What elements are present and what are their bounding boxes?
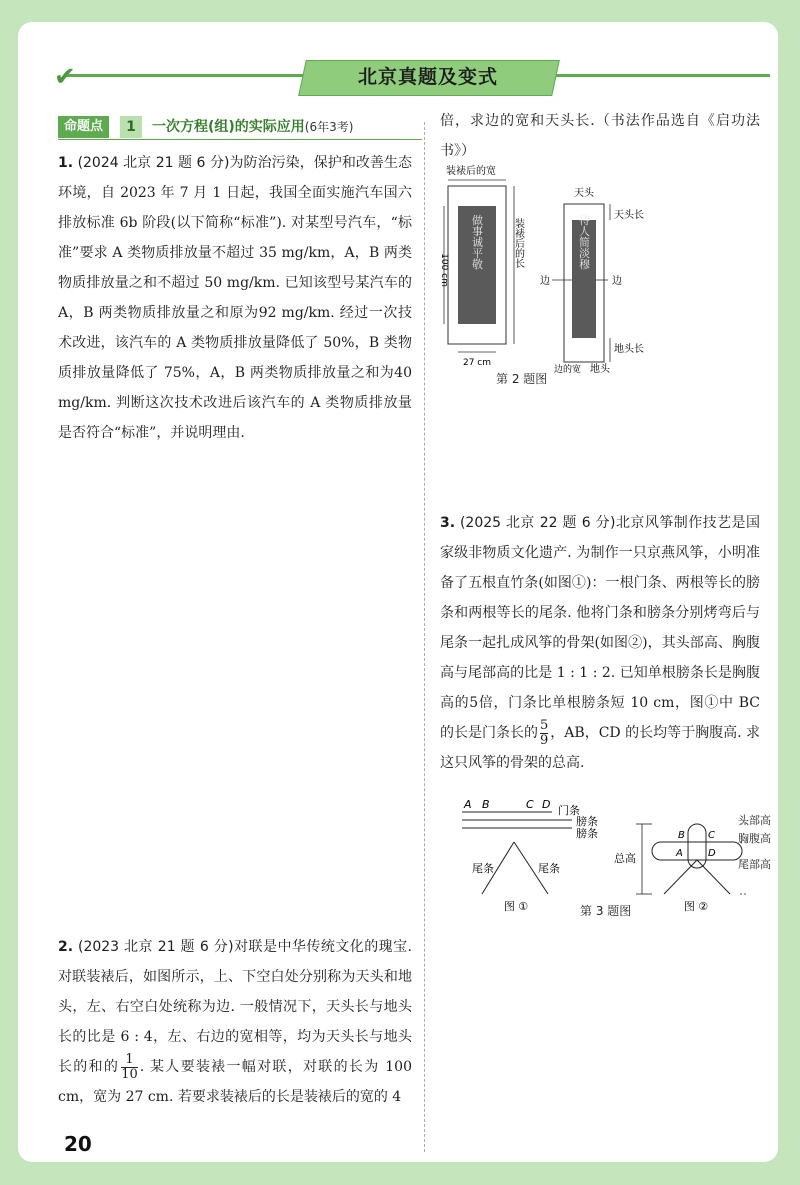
question-3-text-a: 北京风筝制作技艺是国家级非物质文化遗产. 为制作一只京燕风筝，小明准备了五根直竹条(如图①)：一根门条、两根等长的膀条和两根等长的尾条. 他将门条和膀条分别烤弯后与尾条一起扎成风筝的骨架(如图②)，其头部高、胸腹高与尾部高的比是 1 : 1 : 2. 已知单根膀条长是胸腹高的5倍，门条比单根膀条短 10 cm，图①中 BC 的长是门条长的 [440,515,761,741]
label-weitiao-left: 尾条 [472,862,494,875]
question-1 [58,148,412,448]
label-chest: 胸腹高 [738,832,771,845]
header-rule-left [64,74,304,77]
label-ditou-len: 地头长 [614,344,644,355]
label-fig1: 图 ① [503,900,529,913]
figure-3-caption: 第 3 题图 [580,904,632,918]
label-bian-width: 边的宽 [554,365,582,375]
topic-underline [58,139,422,140]
figure-2-caption: 第 2 题图 [496,372,548,386]
column-divider [424,122,425,1152]
label-B2: B [678,830,685,841]
question-3 [440,508,760,778]
fraction-numerator: 5 [540,717,549,733]
page [18,22,778,1162]
label-bangtiao-2: 膀条 [576,827,598,840]
topic-bar [58,116,422,138]
topic-meta: (6年3考) [304,120,354,134]
question-2-number: 2. [58,939,74,955]
label-A1: A [464,798,472,811]
question-2 [58,932,412,1112]
weitiao-right [697,860,730,894]
question-2-continued [440,106,760,166]
label-weitiao-right: 尾条 [538,862,560,875]
label-D1: D [542,798,551,811]
question-3-fraction [540,719,548,748]
question-2-text-c: 倍，求边的宽和天头长.（书法作品选自《启功法书》） [440,113,760,159]
question-2-text-b: . 某人要装裱一幅对联，对联的长为 100 cm，宽为 27 cm. 若要求装裱后的长是装裱后的宽的 4 [58,1059,412,1105]
figure-3 [452,794,772,914]
question-2-text-a: 对联是中华传统文化的瑰宝. 对联装裱后，如图所示，上、下空白处分别称为天头和地头，左、右空白处统称为边. 一般情况下，天头长与地头长的比是 6 : 4，左、右边的宽相等，均为天头长与地头长的和的 [58,939,413,1075]
label-tail: 尾部高 [738,858,771,871]
label-tiantou-len: 天头长 [614,210,644,221]
label-C1: C [526,798,534,811]
figure-3-height-labels [738,812,771,874]
label-B1: B [482,798,490,811]
page-number: 20 [64,1132,92,1156]
section-title: 北京真题及变式 [357,66,498,88]
question-2-source: (2023 北京 21 题 6 分) [77,939,234,955]
label-A2: A [676,848,683,859]
label-tiantou: 天头 [574,188,594,199]
label-bian-right: 边 [612,276,622,287]
fraction-numerator: 1 [125,1051,134,1067]
label-width-after: 装裱后的宽 [446,166,496,177]
question-3-source: (2025 北京 22 题 6 分) [459,515,616,531]
label-100: 100 cm [439,253,449,287]
label-C2: C [708,830,715,841]
label-menjiao: 门条 [558,804,580,817]
checkmark-icon: ✔ [54,62,76,92]
figure-2 [438,162,658,392]
couplet-left-text: 做事诚平敬 [470,214,484,270]
question-3-text-b: ，AB，CD 的长均等于胸腹高. 求这只风筝的骨架的总高. [440,725,761,771]
topic-name [152,116,353,138]
topic-number: 1 [120,116,142,138]
label-total: 总高 [614,852,636,865]
header-rule-right [554,74,770,77]
menjiao-loop [688,824,706,868]
fraction-denominator: 9 [540,732,549,748]
label-fig2: 图 ② [683,900,709,913]
question-1-number: 1. [58,155,74,171]
bangtiao-loop [652,842,742,860]
question-3-number: 3. [440,515,456,531]
topic-name-text: 一次方程(组)的实际应用 [152,119,305,135]
label-bangtiao-1: 膀条 [576,815,598,828]
weitiao-left [664,860,697,894]
label-head: 头部高 [738,814,771,827]
question-1-source: (2024 北京 21 题 6 分) [77,155,230,171]
label-height-after: 装裱后的长 [512,218,524,268]
label-D2: D [708,848,716,859]
question-2-fraction [121,1053,138,1082]
label-ditou: 地头 [590,364,610,375]
fraction-denominator: 10 [121,1066,138,1082]
question-1-text: 为防治污染，保护和改善生态环境，自 2023 年 7 月 1 日起，我国全面实施汽车国六排放标准 6b 阶段(以下简称“标准”). 对某型号汽车，“标准”要求 A 类物质排放量不超过 35 mg/km，A，B 两类物质排放量之和不超过 50 mg/km. 已知该型号某汽车的 A，B 两类物质排放量之和原为92 mg/km. 经过一次技术改进，该汽车的 A 类物质排放量降低了 50%，B 类物质排放量降低了 75%，A，B 两类物质排放量之和为40 mg/km. 判断这次技术改进后该汽车的 A 类物质排放量是否符合“标准”，并说明理由. [58,155,413,441]
label-bian-left: 边 [540,276,550,287]
label-27: 27 cm [462,358,492,368]
couplet-right-text: 待人简淡穆 [577,214,591,270]
topic-tag: 命题点 [58,116,109,138]
